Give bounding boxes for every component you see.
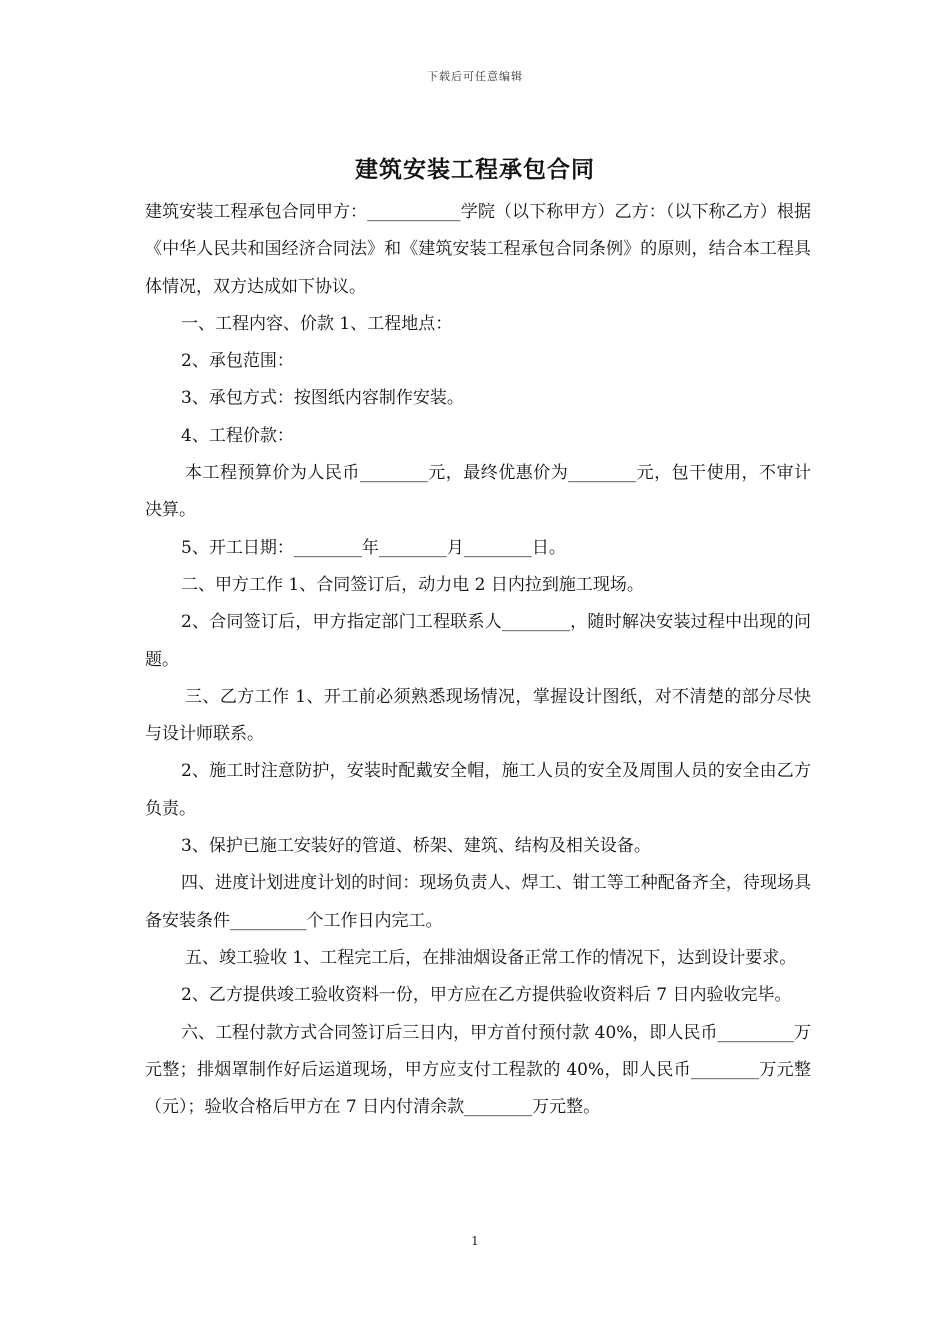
paragraph-section-4: 四、进度计划进度计划的时间：现场负责人、焊工、钳工等工种配备齐全，待现场具备安装条件_________个工作日内完工。 [145, 873, 811, 931]
paragraph-safety: 2、施工时注意防护，安装时配戴安全帽，施工人员的安全及周围人员的安全由乙方负责。 [145, 761, 811, 819]
paragraph-section-6: 六、工程付款方式合同签订后三日内，甲方首付预付款 40%，即人民币_________万元整；排烟罩制作好后运道现场，甲方应支付工程款的 40%，即人民币________万元整（元）；验收合格后甲方在 7 日内付清余款________万元整。 [145, 1022, 811, 1118]
paragraph-preamble: 建筑安装工程承包合同甲方：___________学院（以下称甲方）乙方：（以下称乙方）根据《中华人民共和国经济合同法》和《建筑安装工程承包合同条例》的原则，结合本工程具体情况，双方达成如下协议。 [145, 202, 811, 297]
document-body [145, 194, 811, 1126]
paragraph-price-detail: 本工程预算价为人民币________元，最终优惠价为________元，包干使用，不审计决算。 [145, 463, 811, 521]
document-title: 建筑安装工程承包合同 [355, 156, 595, 183]
paragraph-section-2: 二、甲方工作 1、合同签订后，动力电 2 日内拉到施工现场。 [181, 574, 644, 595]
header-note: 下载后可任意编辑 [427, 70, 523, 83]
page-number: 1 [471, 1234, 479, 1248]
paragraph-contact: 2、合同签订后，甲方指定部门工程联系人________，随时解决安装过程中出现的问题。 [145, 612, 811, 670]
paragraph-scope: 2、承包范围： [181, 351, 294, 372]
paragraph-start-date: 5、开工日期：________年________月________日。 [181, 537, 566, 558]
paragraph-acceptance-docs: 2、乙方提供竣工验收资料一份，甲方应在乙方提供验收资料后 7 日内验收完毕。 [181, 985, 792, 1006]
paragraph-section-1: 一、工程内容、价款 1、工程地点： [181, 313, 453, 334]
paragraph-protection: 3、保护已施工安装好的管道、桥架、建筑、结构及相关设备。 [181, 836, 651, 857]
paragraph-price: 4、工程价款： [181, 425, 294, 446]
paragraph-section-3: 三、乙方工作 1、开工前必须熟悉现场情况，掌握设计图纸，对不清楚的部分尽快与设计师联系。 [145, 686, 811, 745]
paragraph-method: 3、承包方式：按图纸内容制作安装。 [181, 388, 464, 409]
paragraph-section-5: 五、竣工验收 1、工程完工后，在排油烟设备正常工作的情况下，达到设计要求。 [185, 947, 797, 968]
